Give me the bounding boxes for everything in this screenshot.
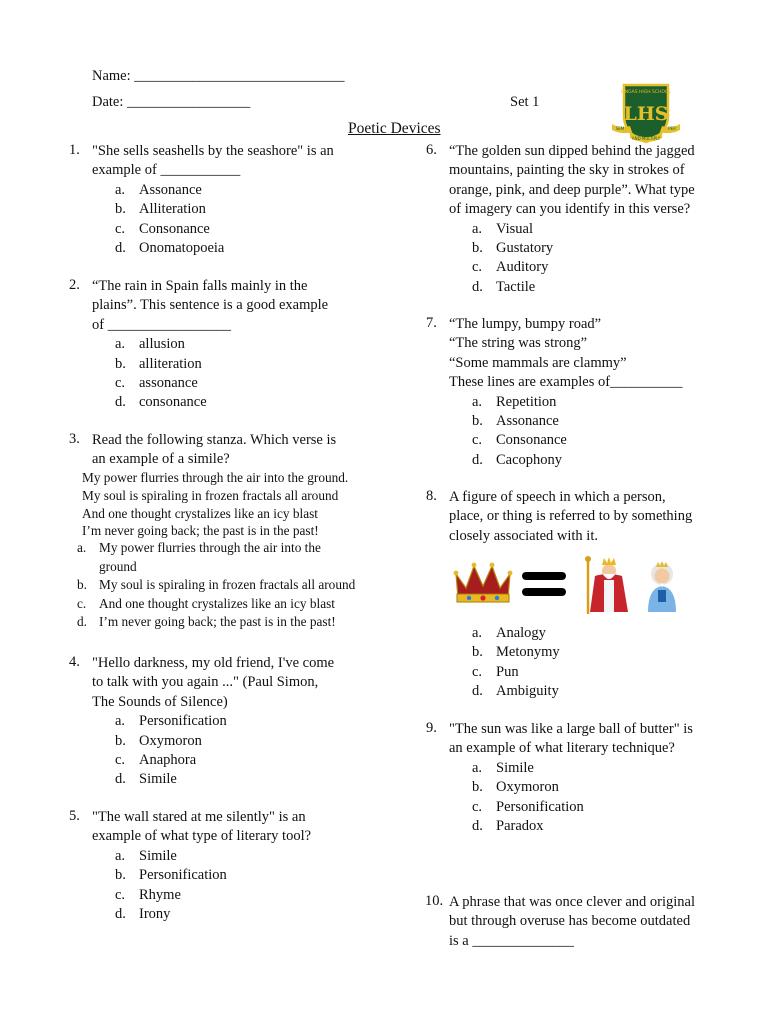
question-line: closely associated with it. bbox=[449, 527, 598, 544]
question-number: 9. bbox=[426, 720, 437, 736]
question-line: mountains, painting the sky in strokes of bbox=[449, 162, 685, 179]
queen-icon bbox=[648, 561, 676, 612]
stanza bbox=[82, 469, 348, 540]
question-text bbox=[449, 142, 695, 220]
question-text bbox=[92, 142, 334, 181]
question-number: 4. bbox=[69, 654, 80, 670]
option-b[interactable]: b. My soul is spiraling in frozen fractals all around bbox=[77, 577, 356, 593]
question-line: plains”. This sentence is a good example bbox=[92, 297, 329, 314]
question-line: “Some mammals are clammy” bbox=[449, 354, 627, 371]
question-line: example of ___________ bbox=[92, 162, 241, 179]
option-a[interactable]: a. My power flurries through the air into the bbox=[77, 540, 321, 555]
question-line: “The lumpy, bumpy road” bbox=[449, 316, 602, 332]
option-d[interactable]: d. I’m never going back; the past is in the past! bbox=[77, 614, 336, 630]
svg-text:LINGAS HIGH SCHOOL: LINGAS HIGH SCHOOL bbox=[620, 90, 672, 95]
stanza-line: My power flurries through the air into the ground. bbox=[82, 470, 349, 485]
question-number: 3. bbox=[69, 431, 80, 447]
svg-text:SEM: SEM bbox=[615, 126, 625, 131]
option-a-continued: ground bbox=[99, 558, 137, 574]
metonymy-illustration bbox=[452, 554, 686, 616]
question-line: is a ______________ bbox=[449, 932, 574, 949]
question-line: “The golden sun dipped behind the jagged bbox=[449, 143, 695, 159]
question-number: 10. bbox=[425, 893, 444, 909]
question-line: of imagery can you identify in this verse? bbox=[449, 201, 691, 218]
question-line: of _________________ bbox=[92, 316, 231, 333]
question-text bbox=[449, 315, 683, 393]
question-number: 5. bbox=[69, 808, 80, 824]
question-line: an example of what literary technique? bbox=[449, 740, 675, 757]
options-list bbox=[77, 539, 387, 632]
question-line: These lines are examples of__________ bbox=[449, 374, 683, 391]
question-line: The Sounds of Silence) bbox=[92, 693, 228, 710]
question-line: "The wall stared at me silently" is an bbox=[92, 809, 306, 825]
question-line: “The rain in Spain falls mainly in the bbox=[92, 278, 308, 294]
question-number: 6. bbox=[426, 142, 437, 158]
question-number: 7. bbox=[426, 315, 437, 331]
king-icon bbox=[585, 556, 628, 614]
stanza-line: I’m never going back; the past is in the past! bbox=[82, 523, 319, 539]
question-line: place, or thing is referred to by something bbox=[449, 508, 693, 525]
option-c[interactable]: c. And one thought crystalizes like an icy blast bbox=[77, 595, 335, 611]
svg-text:PER: PER bbox=[668, 126, 676, 131]
question-line: to talk with you again ..." (Paul Simon, bbox=[92, 674, 319, 691]
question-line: Read the following stanza. Which verse is bbox=[92, 432, 337, 448]
stanza-line: My soul is spiraling in frozen fractals all around bbox=[82, 487, 339, 503]
equals-icon bbox=[522, 572, 566, 596]
question-text bbox=[449, 893, 695, 951]
question-line: an example of a simile? bbox=[92, 451, 230, 468]
question-line: “The string was strong” bbox=[449, 335, 588, 352]
crown-icon bbox=[454, 563, 513, 602]
school-crest-icon bbox=[610, 82, 682, 146]
question-line: A figure of speech in which a person, bbox=[449, 489, 666, 505]
question-text bbox=[92, 277, 328, 335]
question-line: example of what type of literary tool? bbox=[92, 828, 312, 845]
question-line: but through overuse has become outdated bbox=[449, 913, 691, 930]
question-text bbox=[92, 808, 311, 847]
page-title: Poetic Devices bbox=[348, 120, 441, 137]
question-number: 2. bbox=[69, 277, 80, 293]
question-line: "She sells seashells by the seashore" is an bbox=[92, 143, 334, 159]
question-text bbox=[449, 488, 692, 546]
name-field-label: Name: _____________________________ bbox=[92, 68, 345, 84]
question-line: A phrase that was once clever and original bbox=[449, 894, 696, 910]
date-field-label: Date: _________________ bbox=[92, 94, 251, 110]
question-number: 1. bbox=[69, 142, 80, 158]
question-line: orange, pink, and deep purple”. What type bbox=[449, 181, 695, 198]
question-text bbox=[92, 654, 334, 712]
question-number: 8. bbox=[426, 488, 437, 504]
question-line: "The sun was like a large ball of butter" is bbox=[449, 721, 693, 737]
question-text bbox=[92, 431, 336, 470]
question-line: "Hello darkness, my old friend, I've come bbox=[92, 655, 335, 671]
school-logo bbox=[610, 82, 682, 146]
stanza-line: And one thought crystalizes like an icy blast bbox=[82, 505, 318, 521]
set-label: Set 1 bbox=[510, 94, 540, 110]
svg-text:AND MULTIPLY: AND MULTIPLY bbox=[631, 136, 661, 141]
question-text bbox=[449, 720, 693, 759]
svg-text:LHS: LHS bbox=[623, 103, 669, 125]
